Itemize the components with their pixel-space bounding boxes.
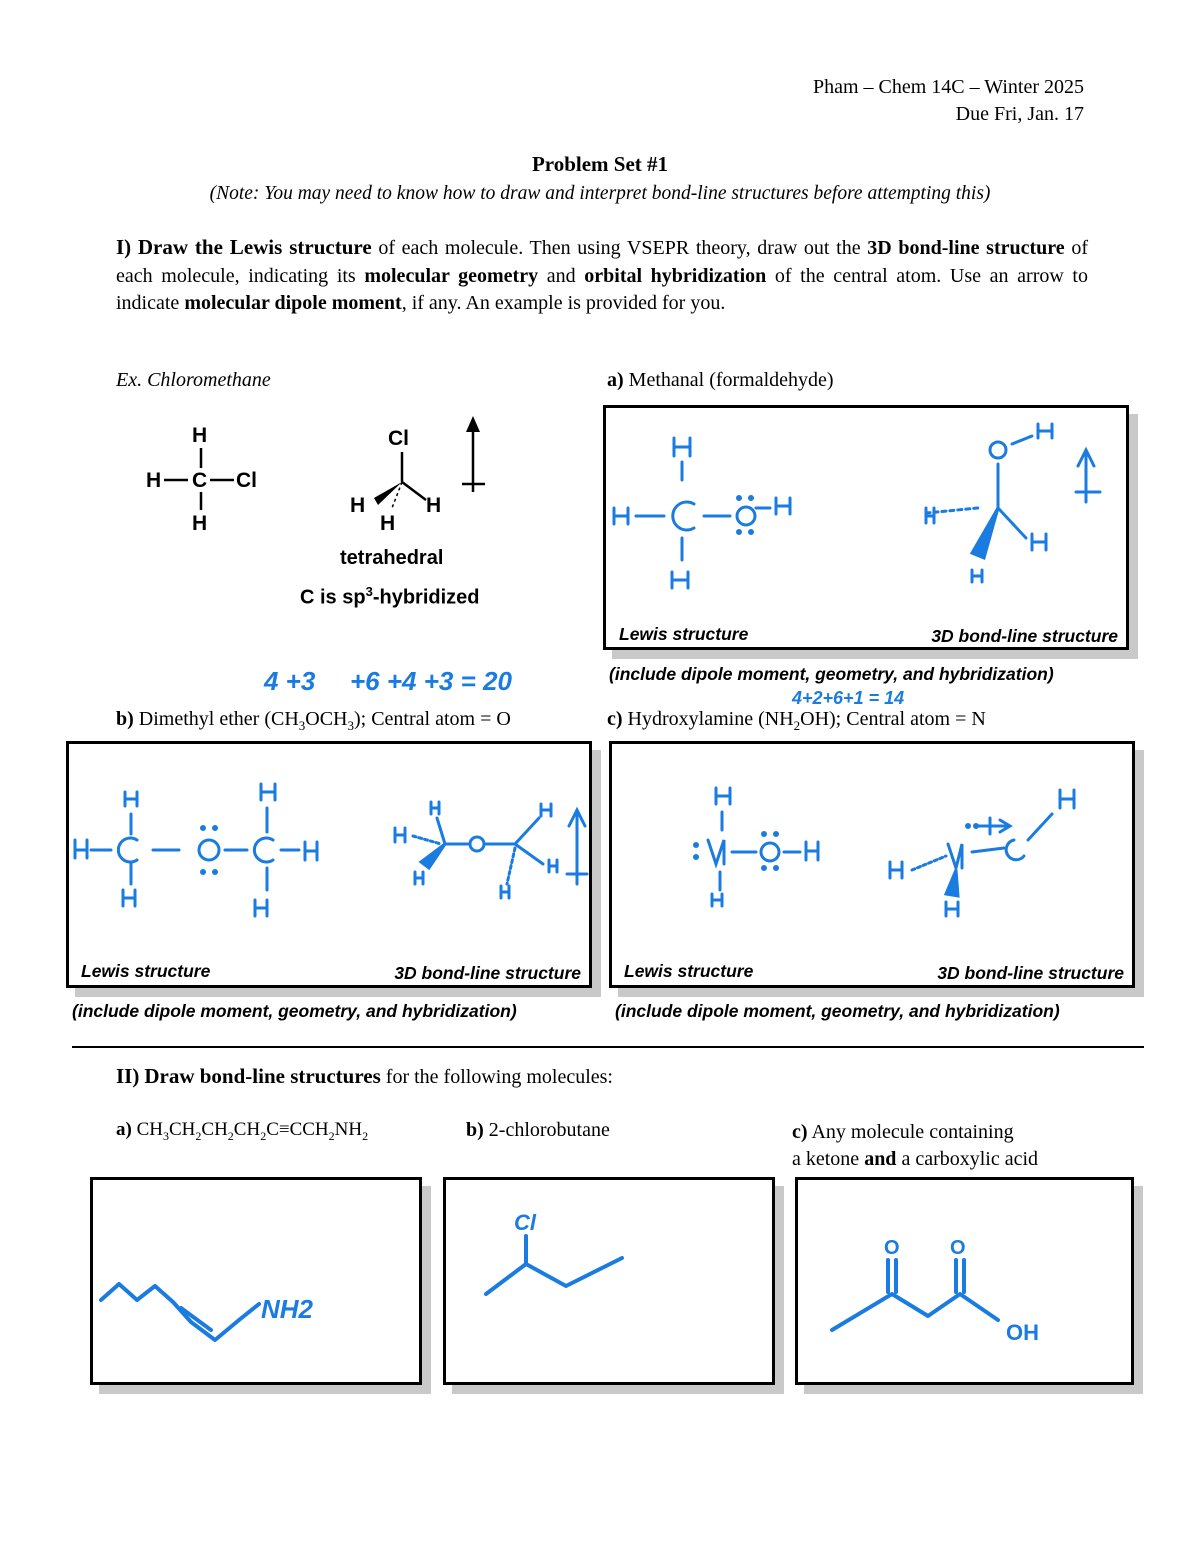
title-note: (Note: You may need to know how to draw and interpret bond-line structures before attempting this) <box>209 183 991 204</box>
hybrid-sup: 3 <box>365 584 373 599</box>
formula-p2: CH <box>168 1119 196 1140</box>
part1-bold-3: orbital hybridization <box>584 264 767 287</box>
atom-cl-3d: Cl <box>388 427 409 450</box>
question-b-label <box>116 708 511 734</box>
part2-b-name: 2-chlorobutane <box>483 1119 610 1141</box>
atom-h-bottom: H <box>192 512 208 535</box>
question-a-letter: a) <box>607 369 624 391</box>
include-note-c: (include dipole moment, geometry, and hybridization) <box>615 1001 1060 1021</box>
answer-box-b[interactable] <box>66 741 592 988</box>
question-b-name-3: ); Central atom = O <box>354 708 511 730</box>
part2-a-letter: a) <box>116 1119 132 1140</box>
answer-2b-drawing <box>446 1180 772 1382</box>
part1-bold-2: molecular geometry <box>364 264 539 287</box>
part2-c-line2 <box>792 1146 1038 1173</box>
question-b-name-2: OCH <box>305 708 348 730</box>
part1-bold-1: 3D bond-line structure <box>867 237 1065 259</box>
part2-b-label <box>466 1119 610 1142</box>
formula-s5: 2 <box>328 1128 335 1143</box>
example-hybridization <box>300 584 479 610</box>
part1-bold-4: molecular dipole moment <box>184 292 402 314</box>
box-a-bondline-caption: 3D bond-line structure <box>931 626 1118 646</box>
question-b-sub-2: 3 <box>347 718 354 733</box>
formula-p1: CH <box>131 1119 163 1140</box>
formula-s4: 2 <box>260 1128 267 1143</box>
formula-p4: CH <box>233 1119 261 1140</box>
box-b-lewis-caption: Lewis structure <box>81 961 211 981</box>
course-line: Pham – Chem 14C – Winter 2025 <box>812 76 1084 98</box>
formula-s6: 2 <box>362 1128 369 1143</box>
part1-text-1: of each molecule. Then using VSEPR theory, draw out the <box>371 237 868 259</box>
hybrid-post: -hybridized <box>372 586 480 609</box>
answer-box-2a[interactable] <box>90 1177 422 1385</box>
handwritten-count-1: 4 +3 <box>264 666 316 696</box>
handwritten-nh2: NH2 <box>261 1294 314 1324</box>
question-b-name-1: Dimethyl ether (CH <box>133 708 299 730</box>
handwritten-o-acid: O <box>950 1237 966 1259</box>
atom-h-3d-right: H <box>426 494 442 517</box>
question-c-letter: c) <box>607 708 623 730</box>
part1-instructions <box>116 234 1088 318</box>
formula-s2: 2 <box>195 1128 202 1143</box>
part2-c-bold: and <box>864 1148 897 1170</box>
atom-h-3d-bottom: H <box>380 512 396 535</box>
box-a-lewis-caption: Lewis structure <box>619 624 749 644</box>
answer-box-a[interactable] <box>603 405 1129 650</box>
question-b-sub-1: 3 <box>298 718 306 733</box>
question-c-name-1: Hydroxylamine (NH <box>622 708 794 730</box>
handwritten-o-ketone: O <box>884 1237 900 1259</box>
answer-2a-drawing <box>93 1180 419 1382</box>
part2-c-line1-text: Any molecule containing <box>807 1121 1014 1143</box>
part2-a-label <box>116 1119 368 1144</box>
answer-b-drawing <box>69 744 589 984</box>
part2-instructions <box>116 1063 1088 1092</box>
include-note-a: (include dipole moment, geometry, and hybridization) <box>609 664 1054 684</box>
atom-cl: Cl <box>236 469 257 492</box>
course-header <box>813 74 1084 128</box>
answer-2c-drawing <box>798 1180 1131 1382</box>
atom-h-left: H <box>146 469 162 492</box>
part2-c-letter: c) <box>792 1121 808 1143</box>
part1-text-3: and <box>538 264 585 287</box>
part1-text-2: of each molecule, indicating its <box>116 237 1088 287</box>
handwritten-count-2: +6 +4 +3 = 20 <box>350 666 512 696</box>
handwritten-count-3: 4+2+6+1 = 14 <box>792 688 905 708</box>
hybrid-pre: C is sp <box>300 586 366 609</box>
part2-lead: Draw bond-line structures <box>144 1064 381 1088</box>
handwritten-cl: Cl <box>514 1210 536 1235</box>
formula-p3: CH <box>201 1119 228 1140</box>
question-a-name: Methanal (formaldehyde) <box>623 369 834 391</box>
formula-p6: NH <box>334 1119 363 1140</box>
answer-box-2b[interactable] <box>443 1177 775 1385</box>
question-c-sub-1: 2 <box>793 718 801 733</box>
answer-a-drawing <box>606 408 1126 648</box>
formula-s3: 2 <box>227 1128 234 1143</box>
page-title: Problem Set #1 <box>531 152 669 176</box>
part2-c-label <box>792 1119 1038 1173</box>
section-divider <box>72 1046 1144 1048</box>
box-b-bondline-caption: 3D bond-line structure <box>394 963 581 983</box>
answer-c-drawing <box>612 744 1132 984</box>
part2-rest: for the following molecules: <box>380 1066 613 1088</box>
electron-count-a <box>262 660 542 700</box>
part2-c-pre: a ketone <box>792 1148 865 1170</box>
due-date: Due Fri, Jan. 17 <box>955 103 1084 125</box>
formula-s1: 3 <box>162 1128 169 1143</box>
box-c-lewis-caption: Lewis structure <box>624 961 754 981</box>
part1-text-5: , if any. An example is provided for you. <box>401 292 726 314</box>
example-geometry: tetrahedral <box>340 547 444 569</box>
part1-lead: Draw the Lewis structure <box>137 235 372 259</box>
part1-numeral: I) <box>116 235 132 259</box>
atom-c: C <box>192 469 208 492</box>
question-c-label <box>607 708 986 734</box>
example-label: Ex. Chloromethane <box>116 369 271 391</box>
answer-box-c[interactable] <box>609 741 1135 988</box>
box-c-bondline-caption: 3D bond-line structure <box>937 963 1124 983</box>
part2-b-letter: b) <box>466 1119 484 1141</box>
part2-c-post: a carboxylic acid <box>896 1148 1039 1170</box>
question-b-letter: b) <box>116 708 134 730</box>
part1-text-4: of the central atom. Use an arrow to indicate <box>116 264 1088 314</box>
handwritten-oh: OH <box>1006 1320 1039 1345</box>
include-note-b: (include dipole moment, geometry, and hybridization) <box>72 1001 517 1021</box>
atom-h-top: H <box>192 424 208 447</box>
formula-p5: C≡CCH <box>266 1119 329 1140</box>
answer-box-2c[interactable] <box>795 1177 1134 1385</box>
question-c-name-2: OH); Central atom = N <box>800 708 986 730</box>
atom-h-3d-left: H <box>350 494 366 517</box>
question-a-label <box>607 369 834 392</box>
part2-numeral: II) <box>116 1064 140 1088</box>
part2-c-line1 <box>792 1119 1038 1146</box>
